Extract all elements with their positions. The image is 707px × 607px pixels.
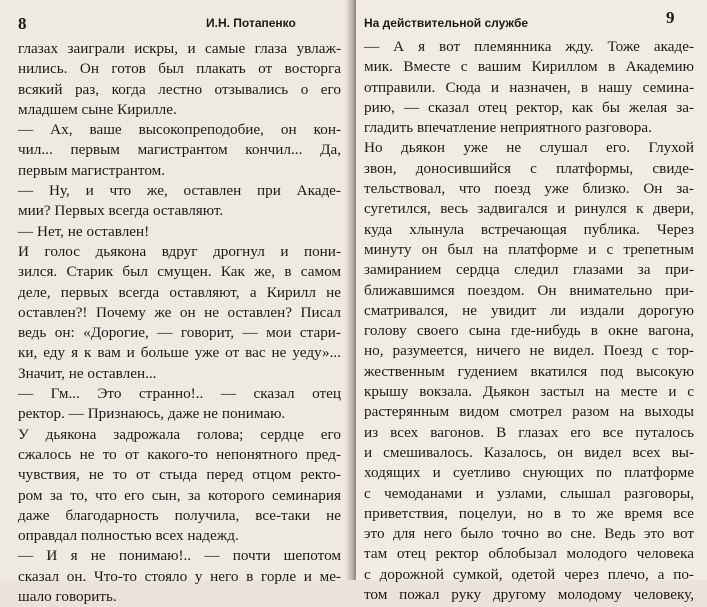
text-line: У дьякона задрожала голова; сердце его — [18, 425, 341, 443]
text-line: — Ах, ваше высокопреподобие, он кон- — [18, 121, 341, 139]
text-line: и смешивалось. Казалось, он видел всех вы- — [364, 443, 694, 461]
text-line: зился. Старик был смущен. Как же, в самом — [18, 263, 341, 281]
text-line: — Ну, и что же, оставлен при Акаде- — [18, 182, 341, 200]
text-line: мии? Первых всегда оставляют. — [18, 202, 224, 220]
text-line: замиранием сердца следил глазами за при- — [364, 261, 694, 279]
right-body-text — [364, 37, 694, 605]
text-line: рию, — сказал отец ректор, как бы желая за- — [364, 98, 694, 116]
text-line: растерянным видом смотрел разом на выходы — [364, 403, 694, 421]
text-line: — И я не понимаю!.. — почти шепотом — [18, 547, 341, 565]
text-line: сугетился, весь задвигался и ринулся к двери, — [364, 200, 694, 218]
left-page — [0, 0, 352, 606]
text-line: даже благодарность получила, все-таки не — [18, 506, 341, 524]
text-line: чил... первым магистрантом кончил... Да, — [18, 141, 341, 159]
text-line: ректор. — Признаюсь, даже не понимаю. — [18, 405, 286, 423]
right-page — [356, 0, 707, 604]
right-running-head: На действительной службе — [364, 16, 529, 30]
text-line: ведь он: «Дорогие, — говорит, — мои стари- — [18, 324, 341, 342]
text-line: сжалось не то от какого-то непонятного пред- — [18, 445, 341, 463]
text-line: тельствовал, что поезд уже близко. Он за- — [364, 180, 694, 198]
text-line: с чемоданами и узлами, слышал разговоры, — [364, 484, 694, 502]
text-line: куда хлынула встречающая публика. Через — [364, 220, 694, 238]
text-line: гладить впечатление неприятного разговора. — [364, 119, 652, 137]
text-line: первым магистрантом. — [18, 161, 166, 179]
text-line: нились. Он готов был плакать от восторга — [18, 60, 341, 78]
text-line: И голос дьякона вдруг дрогнул и пони- — [18, 242, 341, 260]
text-line: всякий раз, когда лестно отзывались о его — [18, 80, 341, 98]
text-line: мик. Вместе с вашим Кириллом в Академию — [364, 58, 694, 76]
text-line: из всех вагонов. В глазах его все путалось — [364, 423, 694, 441]
text-line: ки, еду я к вам и больше уже от вас не уеду»... — [18, 344, 341, 362]
text-line: Но дьякон уже не слушал его. Глухой — [364, 139, 694, 157]
text-line: оправдал полностью всех надежд. — [18, 527, 239, 545]
left-running-head: И.Н. Потапенко — [206, 16, 296, 30]
text-line: — А я вот племянника жду. Тоже акаде- — [364, 38, 694, 55]
text-line: но, разумеется, ничего не видел. Поезд с тор- — [364, 342, 694, 360]
right-page-number: 9 — [666, 8, 675, 27]
text-line: ходящих и суетливо снующих по платформе — [364, 464, 694, 482]
text-line: голову своего сына где-нибудь в окне вагона, — [364, 322, 694, 340]
text-line: звон, доносившийся с платформы, свиде- — [364, 159, 694, 177]
left-body-text — [18, 39, 341, 607]
text-line: чувствия, не то от стыда перед отцом ректо- — [18, 466, 341, 484]
text-line: сказал он. Что-то стояло у него в горле и ме- — [18, 567, 341, 585]
text-line: минуту он был на платформе и с трепетным — [364, 240, 694, 258]
text-line: — Нет, не оставлен! — [18, 222, 150, 240]
left-page-number: 8 — [18, 14, 27, 33]
text-line: приветствия, поцелуи, но в то же время все — [364, 504, 694, 522]
text-line: глазах заиграли искры, и самые глаза увлаж- — [18, 40, 341, 57]
text-line: отправили. Сюда и назначен, в нашу семина- — [364, 78, 694, 96]
text-line: крышу вокзала. Дьякон застыл на месте и с — [364, 383, 694, 401]
text-line: — Гм... Это странно!.. — сказал отец — [18, 385, 341, 403]
text-line: ром за то, что его сын, за которого семинария — [18, 486, 341, 504]
text-line: Значит, не оставлен... — [18, 364, 157, 382]
text-line: это для него было точно во сне. Ведь это вот — [364, 525, 694, 543]
text-line: шало говорить. — [18, 588, 117, 606]
text-line: там отец ректор облобызал молодого человека — [364, 545, 694, 563]
text-line: сматривался, не увидит ли издали дорогую — [364, 301, 694, 319]
text-line: с дорожной сумкой, одетой через плечо, а по- — [364, 565, 694, 583]
text-line: деле, первых всегда оставляют, а Кирилл не — [18, 283, 341, 301]
text-line: ближавшимся поездом. Он внимательно при- — [364, 281, 694, 299]
text-line: жественным гудением вкатился под высокую — [364, 362, 694, 380]
text-line: том пожал руку другому молодому человеку, — [364, 586, 694, 604]
text-line: младшем сыне Кирилле. — [18, 100, 177, 118]
text-line: оставлен?! Почему же он не оставлен? Писал — [18, 303, 341, 321]
